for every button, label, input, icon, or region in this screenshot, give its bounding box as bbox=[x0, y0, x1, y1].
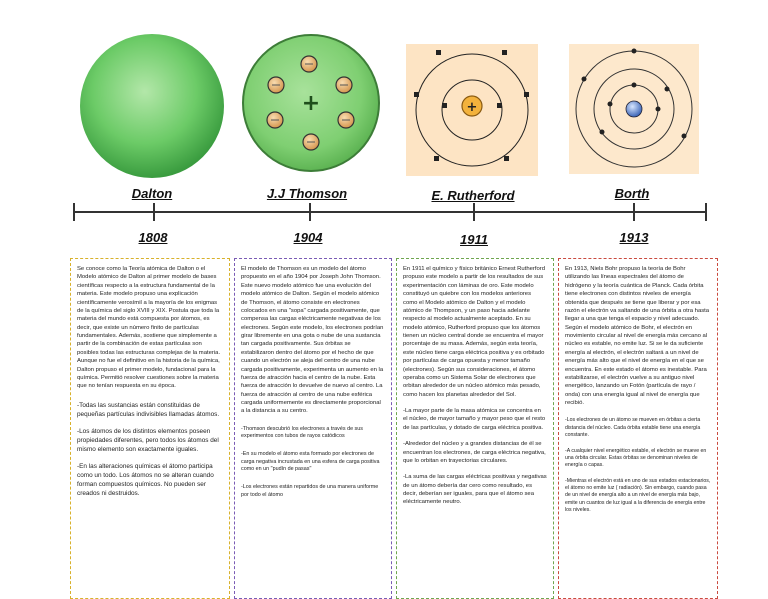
description-box-bohr bbox=[558, 258, 718, 599]
description-box-thomson bbox=[234, 258, 392, 599]
year-dalton: 1808 bbox=[138, 230, 168, 245]
thomson-model-icon bbox=[236, 30, 386, 180]
year-thomson: 1904 bbox=[293, 230, 323, 245]
svg-text:+: + bbox=[466, 100, 478, 115]
note-text: -A cualquier nivel energético estable, el electrón se mueve en una órbita circular. Estas órbitas se denominan niveles de energía o capas. bbox=[565, 447, 707, 469]
note-text: -Mientras el electrón está en uno de sus estados estacionarios, el átomo no emite luz ( radiación). Sin embargo, cuando pasa de un nivel de energía alto a un nivel de energía más bajo, emite un cuantos de luz igual a la diferencia de energía entre los niveles. bbox=[565, 477, 711, 514]
note-text: -En las alteraciones químicas el átomo participa como un todo. Los átomos no se alteran cuando forman compuestos químicos. No pueden ser creados ni destruidos. bbox=[77, 463, 214, 498]
timeline-tick bbox=[153, 203, 155, 221]
description-text: En 1911 el químico y físico británico Ernest Rutherford propuso este modelo a partir de los resultados de sus experimentación con láminas de oro. Este modelo constituyó un quiebre con los modelos anteriores como el Modelo atómico de Dalton y el modelo atómico de Thompson, y un paso hacia adelante respecto al modelo actualmente aceptado. En su modelo atómico, Rutherford propuso que los átomos tienen un núcleo central donde se encuentra el mayor porcentaje de su masa. Además, según esta teoría, este núcleo tiene carga eléctrica positiva y es orbitado por partículas de carga opuesta y menor tamaño (electrones). Según sus consideraciones, el átomo operaba como un Sistema Solar de electrones que orbitan alrededor de un núcleo atómico más pesado, como hacen los planetas alrededor del Sol. bbox=[403, 266, 545, 398]
timeline-tick bbox=[73, 203, 75, 221]
year-bohr: 1913 bbox=[619, 230, 649, 245]
model-name-rutherford: E. Rutherford bbox=[431, 188, 515, 203]
timeline-tick bbox=[633, 203, 635, 221]
plus-sign-icon: + bbox=[301, 91, 321, 116]
description-text: El modelo de Thomson es un modelo del átomo propuesto en el año 1904 por Joseph John Thomson. Este nuevo modelo atómico fue una evolución del modelo atómico de Dalton. Según el modelo atómico de Thomson, el átomo consiste en electrones colocados en una "sopa" cargada positivamente, que compensa las cargas eléctricamente negativas de los electrones. Según este modelo, los electrones podrían girar libremente en una gota o nube de una sustancia tan cargada positivamente. Sus órbitas se estabilizaron dentro del átomo por el hecho de que cuando un electrón se aleja del centro de una nube cargada positivamente, experimenta un aumento en la fuerza de atracción hacia el centro de la nube. Esta fuerza de atracción lo devuelve de nuevo al centro. La fuerza de atracción al centro de una nube esférica cargada uniformemente es directamente proporcional a la distancia a su centro. bbox=[241, 266, 384, 415]
note-text: -La suma de las cargas eléctricas positivas y negativas de un átomo debería dar cero como resultado, es decir, deberían ser iguales, para que el átomo sea eléctricamente neutro. bbox=[403, 474, 547, 506]
model-name-dalton: Dalton bbox=[131, 186, 173, 201]
note-text: -Thomson descubrió los electrones a través de sus experimentos con tubos de rayos catódicos bbox=[241, 425, 363, 440]
note-text: -Los electrones de un átomo se mueven en órbitas a cierta distancia del núcleo. Cada órbita estable tiene una energía constante. bbox=[565, 417, 701, 439]
model-name-thomson: J.J Thomson bbox=[266, 186, 348, 201]
timeline-tick bbox=[705, 203, 707, 221]
rutherford-model-icon bbox=[406, 44, 538, 176]
description-box-rutherford bbox=[396, 258, 554, 599]
note-text: -En su modelo el átomo esta formado por electrones de carga negativa incrustada en una esfera de carga positiva como en un "pudín de pasas" bbox=[241, 451, 380, 473]
note-text: -La mayor parte de la masa atómica se concentra en el núcleo, de mayor tamaño y mayor peso que el resto de las partículas, y dotado de carga eléctrica positiva. bbox=[403, 408, 546, 431]
timeline-axis bbox=[74, 211, 706, 213]
dalton-model-icon bbox=[76, 30, 228, 182]
bohr-model-icon bbox=[569, 44, 699, 174]
note-text: -Todas las sustancias están constituidas de pequeñas partículas indivisibles llamadas átomos. bbox=[77, 401, 220, 418]
note-text: -Alrededor del núcleo y a grandes distancias de él se encuentran los electrones, de carga eléctrica negativa, que lo orbitan en trayectorias circulares. bbox=[403, 441, 546, 464]
description-text: Se conoce como la Teoría atómica de Dalton o el Modelo atómico de Dalton al primer modelo de bases científicas respecto a la estructura fundamental de la materia. Este modelo propuso una explicación científicamente verosímil a la mayoría de los enigmas de la química del siglo XVIII y XIX. Postula que toda la materia del mundo está compuesta por átomos, es decir, que existe un número finito de partículas fundamentales. Además, sostiene que simplemente a partir de la combinación de estas partículas son posibles todas las estructuras complejas de la materia. Aunque no fue el definitivo en la historia de la química, Dalton propuso el primer modelo, fundacional para la química. Permitió resolver cuestiones sobre la materia que no tenían respuesta en su época. bbox=[77, 266, 221, 390]
year-rutherford: 1911 bbox=[460, 232, 488, 247]
timeline-tick bbox=[473, 203, 475, 221]
note-text: -Los electrones están repartidos de una manera uniforme por todo el átomo bbox=[241, 484, 379, 498]
note-text: -Los átomos de los distintos elementos poseen propiedades diferentes, pero todos los átomos del mismo elemento son exactamente iguales. bbox=[77, 427, 219, 453]
timeline-tick bbox=[309, 203, 311, 221]
model-name-bohr: Borth bbox=[614, 186, 650, 201]
description-box-dalton bbox=[70, 258, 230, 599]
description-text: En 1913, Niels Bohr propuso la teoría de Bohr utilizando las líneas espectrales del átomo de hidrógeno y la teoría cuántica de Planck. Cada órbita tiene electrones con distintos niveles de energía obtenida que después se tiene que liberar y por esa razón el electrón va saltando de una órbita a otra hasta llegar a una que tenga el espacio y nivel adecuado. Según el modelo atómico de Bohr, el electrón en movimiento circular al nivel de energía más cercano al núcleo es estable, no emite luz. Si se le da suficiente energía al electrón, el electrón saltará a un nivel de energía más alto que el nivel de energía en el que se encuentra. En este estado el átomo es inestable. Para estabilizarse, el electrón vuelve a su antiguo nivel energético, lanzando un Fotón (partícula de rayo / onda) con una energía igual al nivel de energía que recibió. bbox=[565, 266, 710, 406]
